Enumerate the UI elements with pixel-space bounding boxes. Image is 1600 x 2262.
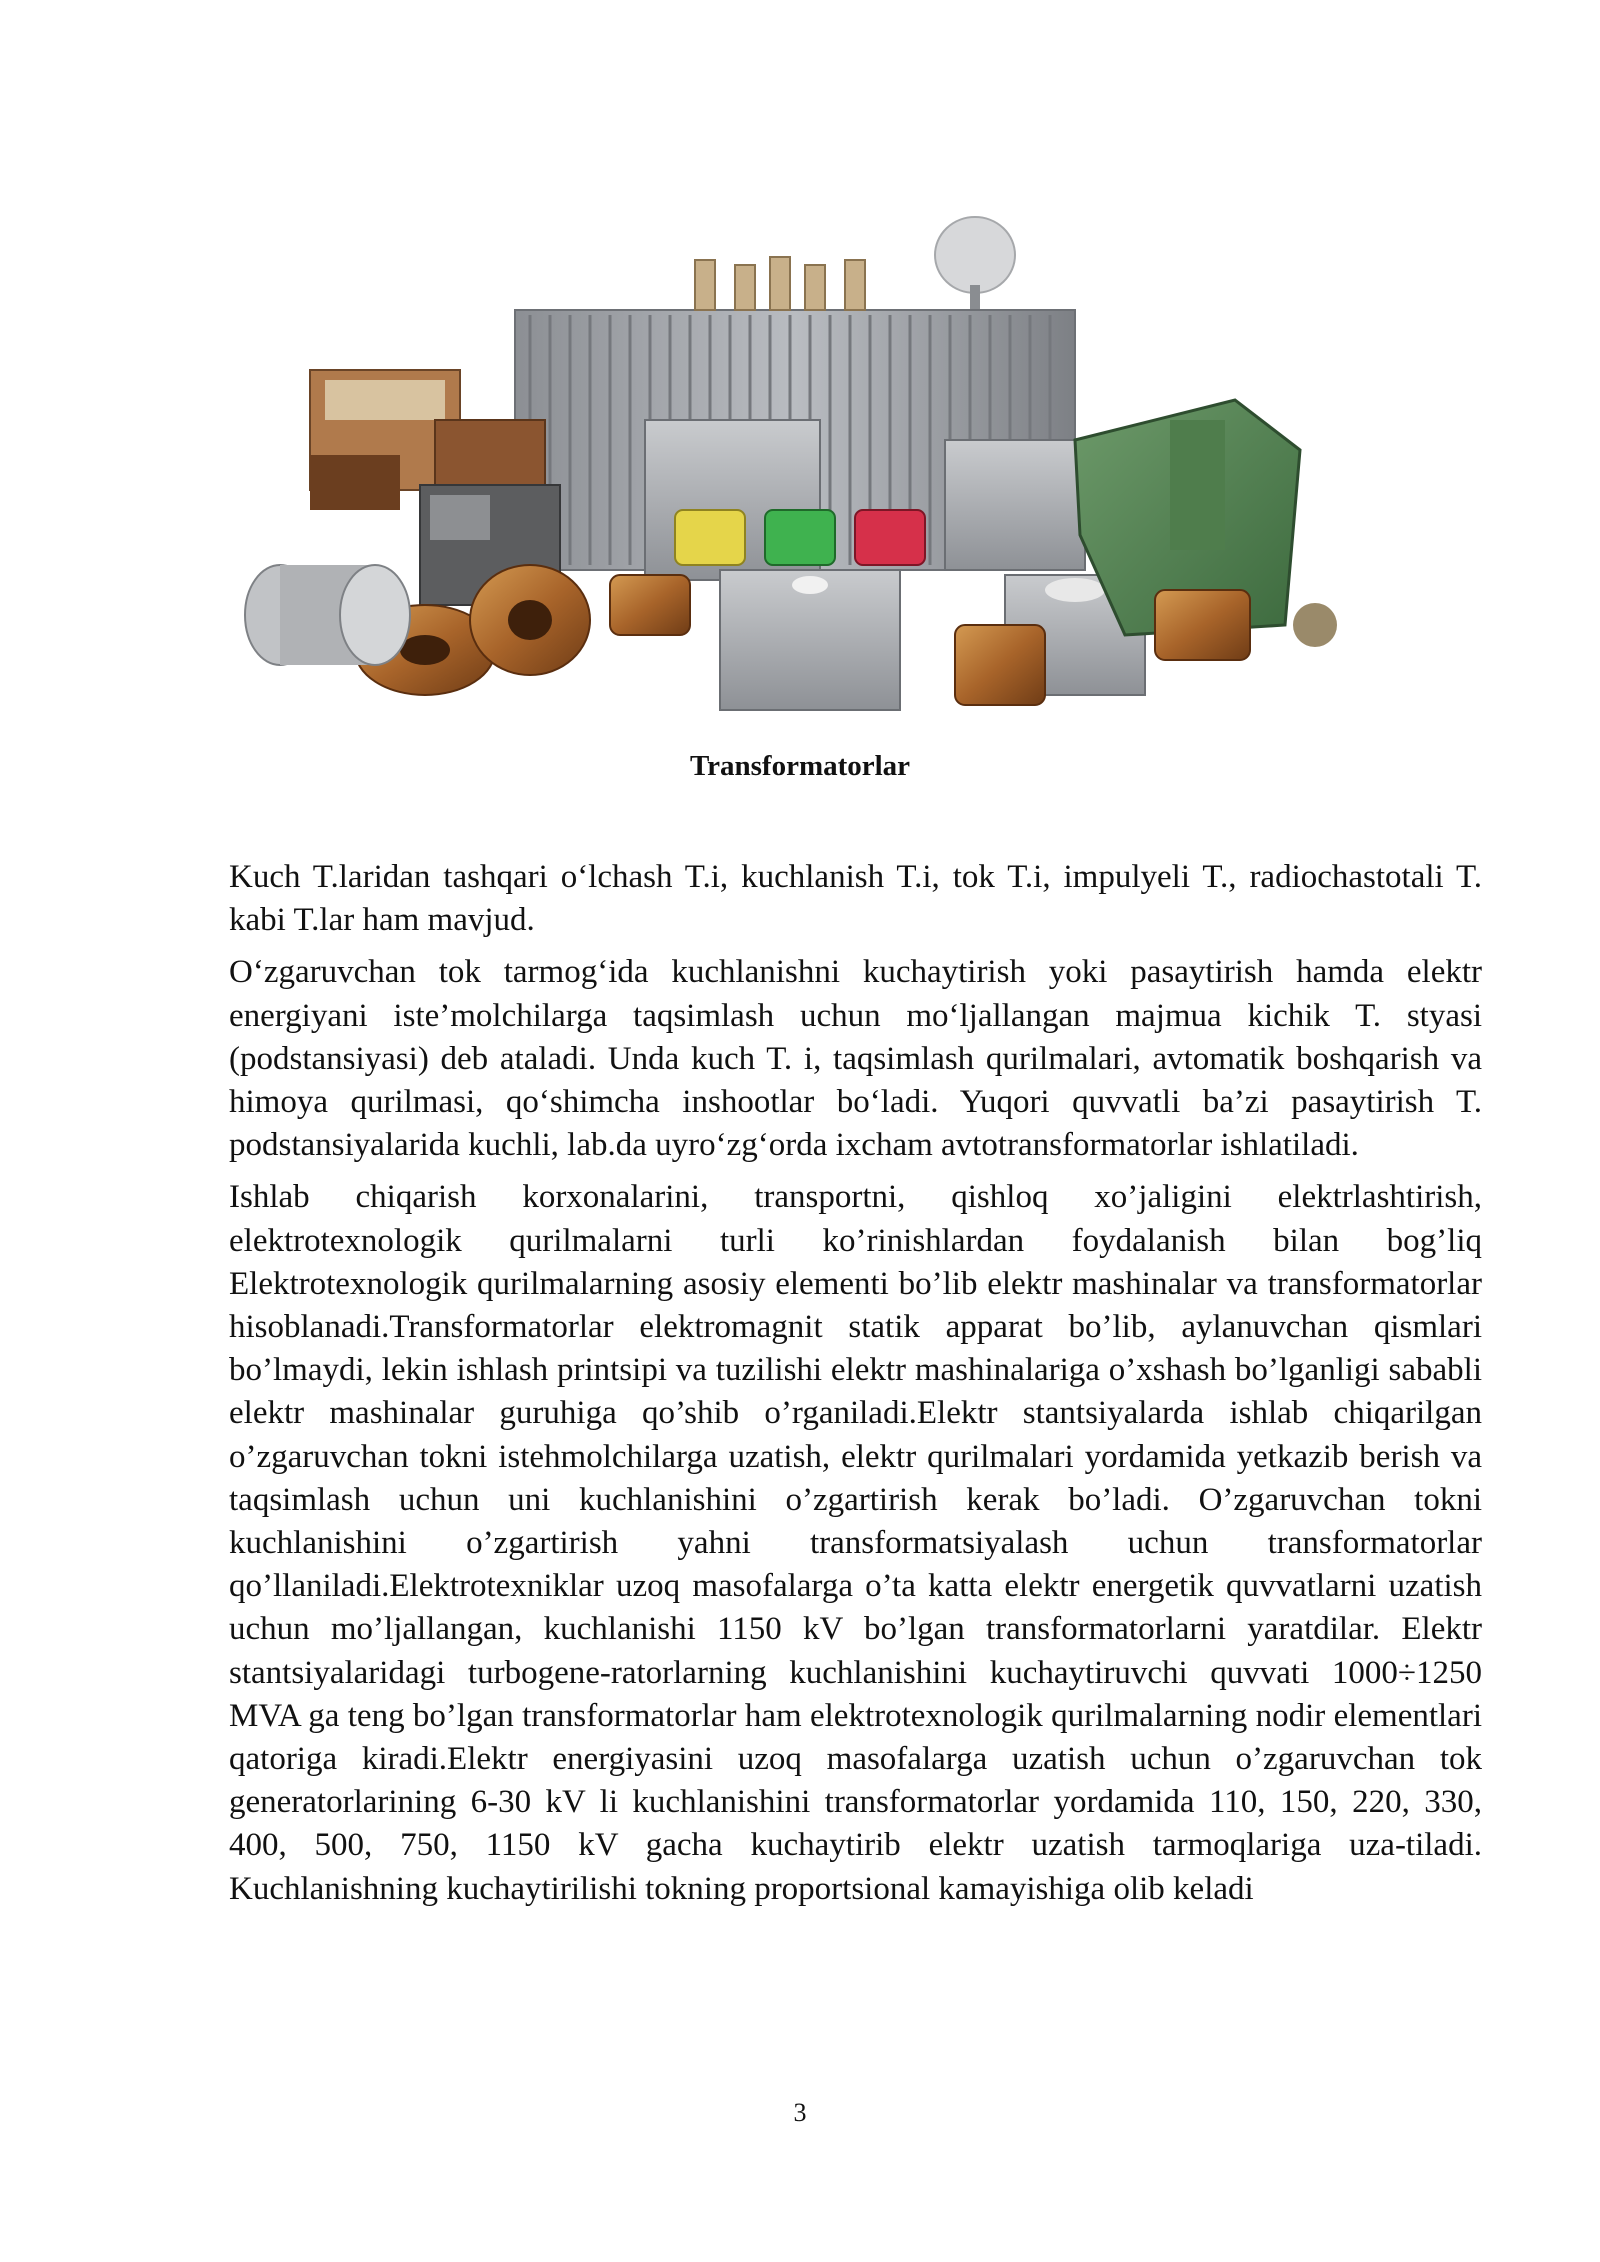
body-text (229, 856, 1482, 1920)
page-number: 3 (793, 2098, 807, 2127)
transformers-collage-icon (225, 205, 1355, 735)
transformers-image (225, 205, 1355, 735)
paragraph: O‘zgaruvchan tok tarmog‘ida kuchlanishni kuchaytirish yoki pasaytirish hamda elektr energiyani iste’molchilarga taqsimlash uchun mo‘ljallangan majmua kichik T. styasi (podstansiyasi) deb ataladi. Unda kuch T. i, taqsimlash qurilmalari, avtomatik boshqarish va himoya qurilmasi, qo‘shimcha inshootlar bo‘ladi. Yuqori quvvatli ba’zi pasaytirish T. podstansiyalarida kuchli, lab.da uyro‘zg‘orda ixcham avtotransformatorlar ishlatiladi. (229, 954, 1482, 1164)
paragraph: Ishlab chiqarish korxonalarini, transportni, qishloq xo’jaligini elektrlashtirish, elektrotexnologik qurilmalarni turli ko’rinishlardan foydalanish bilan bog’liq Elektrotexnologik qurilmalarning asosiy elementi bo’lib elektr mashinalar va transformatorlar hisoblanadi.Transformatorlar elektromagnit statik apparat bo’lib, aylanuvchan qismlari bo’lmaydi, lekin ishlash printsipi va tuzilishi elektr mashinalariga o’xshash bo’lganligi sababli elektr mashinalar guruhiga qo’shib o’rganiladi.Elektr stantsiyalarda ishlab chiqarilgan o’zgaruvchan tokni istehmolchilarga uzatish, elektr qurilmalari yordamida yetkazib berish va taqsimlash uchun uni kuchlanishini o’zgartirish kerak bo’ladi. O’zgaruvchan tokni kuchlanishini o’zgartirish yahni transformatsiyalash uchun transformatorlar qo’llaniladi.Elektrotexniklar uzoq masofalarga o’ta katta elektr energetik quvvatlarni uzatish uchun mo’ljallangan, kuchlanishi 1150 kV bo’lgan transformatorlarni yaratdilar. Elektr stantsiyalaridagi turbogene-ratorlarning kuchlanishini kuchaytiruvchi quvvati 1000÷1250 MVA ga teng bo’lgan transformatorlar ham elektrotexnologik qurilmalarning nodir elementlari qatoriga kiradi.Elektr energiyasini uzoq masofalarga uzatish uchun o’zgaruvchan tok generatorlarining 6-30 kV li kuchlanishini transformatorlar yordamida 110, 150, 220, 330, 400, 500, 750, 1150 kV gacha kuchaytirib elektr uzatish tarmoqlariga uza-tiladi. Kuchlanishning kuchaytirilishi tokning proportsional kamayishiga olib keladi (229, 1179, 1482, 1907)
paragraph: Kuch T.laridan tashqari o‘lchash T.i, kuchlanish T.i, tok T.i, impulyeli T., radiochastotali T. kabi T.lar ham mavjud. (229, 859, 1482, 939)
figure-caption: Transformatorlar (689, 750, 911, 782)
